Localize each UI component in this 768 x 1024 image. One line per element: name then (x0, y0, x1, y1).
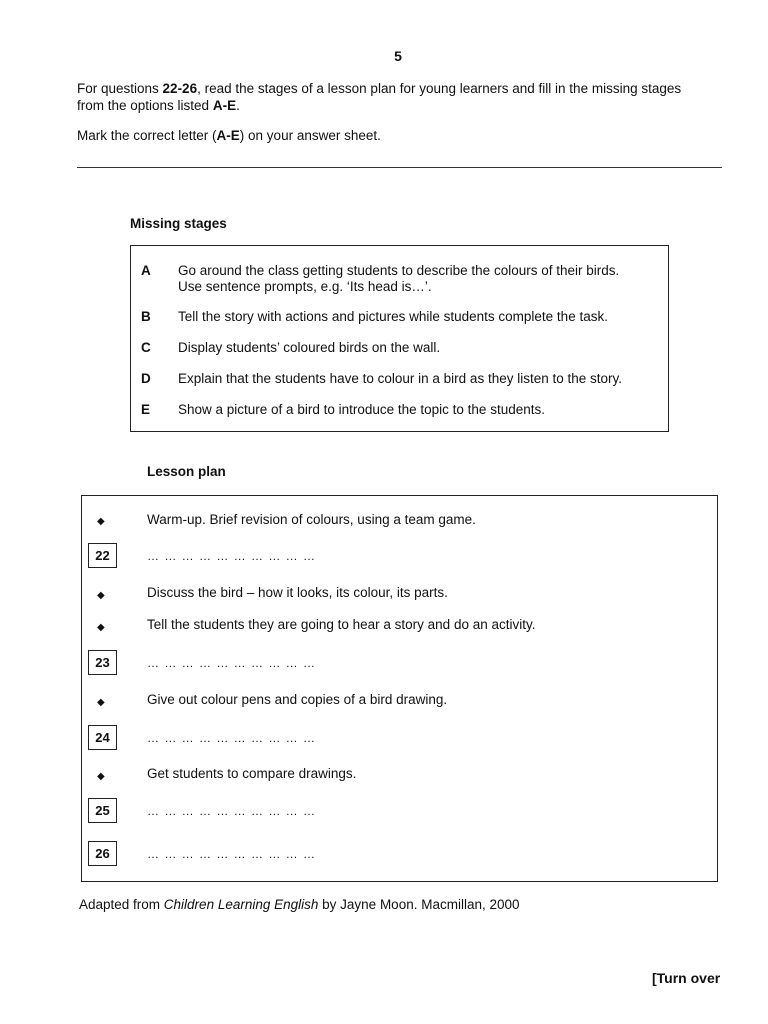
answer-gap-dots: … … … … … … … … … … (147, 804, 317, 818)
instructions-text: For questions (77, 81, 163, 96)
answer-gap-dots: … … … … … … … … … … (147, 731, 317, 745)
option-letter: A (141, 263, 151, 278)
instructions-text: from the options listed (77, 98, 213, 113)
mark-instruction (77, 127, 737, 144)
lesson-stage-text: Give out colour pens and copies of a bird drawing. (147, 692, 448, 707)
option-text: Explain that the students have to colour in a bird as they listen to the story. (178, 371, 623, 386)
gap-number-box: 23 (88, 650, 117, 675)
option-range: A-E (212, 98, 237, 113)
instructions-text: , read the stages of a lesson plan for young learners and fill in the missing stages (197, 81, 682, 96)
question-range: 22-26 (162, 81, 198, 96)
lesson-plan-heading: Lesson plan (147, 464, 226, 479)
option-text: Show a picture of a bird to introduce the topic to the students. (178, 402, 545, 417)
option-letter: D (141, 371, 151, 386)
gap-number-box: 22 (88, 543, 117, 568)
diamond-bullet-icon: ◆ (97, 771, 105, 782)
source-citation (79, 897, 520, 912)
citation-text: by Jayne Moon. Macmillan, 2000 (318, 897, 520, 912)
option-text-line: Use sentence prompts, e.g. ‘Its head is…’. (178, 279, 432, 294)
lesson-stage-text: Warm-up. Brief revision of colours, using a team game. (147, 512, 476, 527)
diamond-bullet-icon: ◆ (97, 590, 105, 601)
lesson-plan-box (81, 495, 718, 882)
option-range: A-E (216, 128, 240, 143)
gap-number-box: 26 (88, 841, 117, 866)
instructions-text: Mark the correct letter ( (77, 128, 217, 143)
answer-gap-dots: … … … … … … … … … … (147, 847, 317, 861)
option-text-line: Go around the class getting students to describe the colours of their birds. (178, 263, 620, 278)
option-letter: C (141, 340, 151, 355)
answer-gap-dots: … … … … … … … … … … (147, 656, 317, 670)
diamond-bullet-icon: ◆ (97, 516, 105, 527)
page-number: 5 (394, 48, 402, 64)
citation-text: Adapted from (79, 897, 164, 912)
lesson-stage-text: Tell the students they are going to hear a story and do an activity. (147, 617, 536, 632)
instructions-text: ) on your answer sheet. (239, 128, 381, 143)
option-text: Display students’ coloured birds on the wall. (178, 340, 441, 355)
turn-over-label: [Turn over (652, 970, 721, 986)
option-letter: E (141, 402, 151, 417)
option-text (178, 263, 668, 295)
gap-number-box: 24 (88, 725, 117, 750)
answer-gap-dots: … … … … … … … … … … (147, 549, 317, 563)
missing-stages-heading: Missing stages (130, 216, 227, 231)
book-title: Children Learning English (163, 897, 319, 912)
gap-number-box: 25 (88, 798, 117, 823)
instructions-text: . (236, 98, 240, 113)
lesson-stage-text: Discuss the bird – how it looks, its colour, its parts. (147, 585, 448, 600)
instructions-paragraph (77, 80, 737, 114)
lesson-stage-text: Get students to compare drawings. (147, 766, 357, 781)
diamond-bullet-icon: ◆ (97, 622, 105, 633)
option-letter: B (141, 309, 151, 324)
diamond-bullet-icon: ◆ (97, 697, 105, 708)
section-divider (77, 167, 722, 168)
options-box (130, 245, 669, 432)
option-text: Tell the story with actions and pictures while students complete the task. (178, 309, 608, 324)
